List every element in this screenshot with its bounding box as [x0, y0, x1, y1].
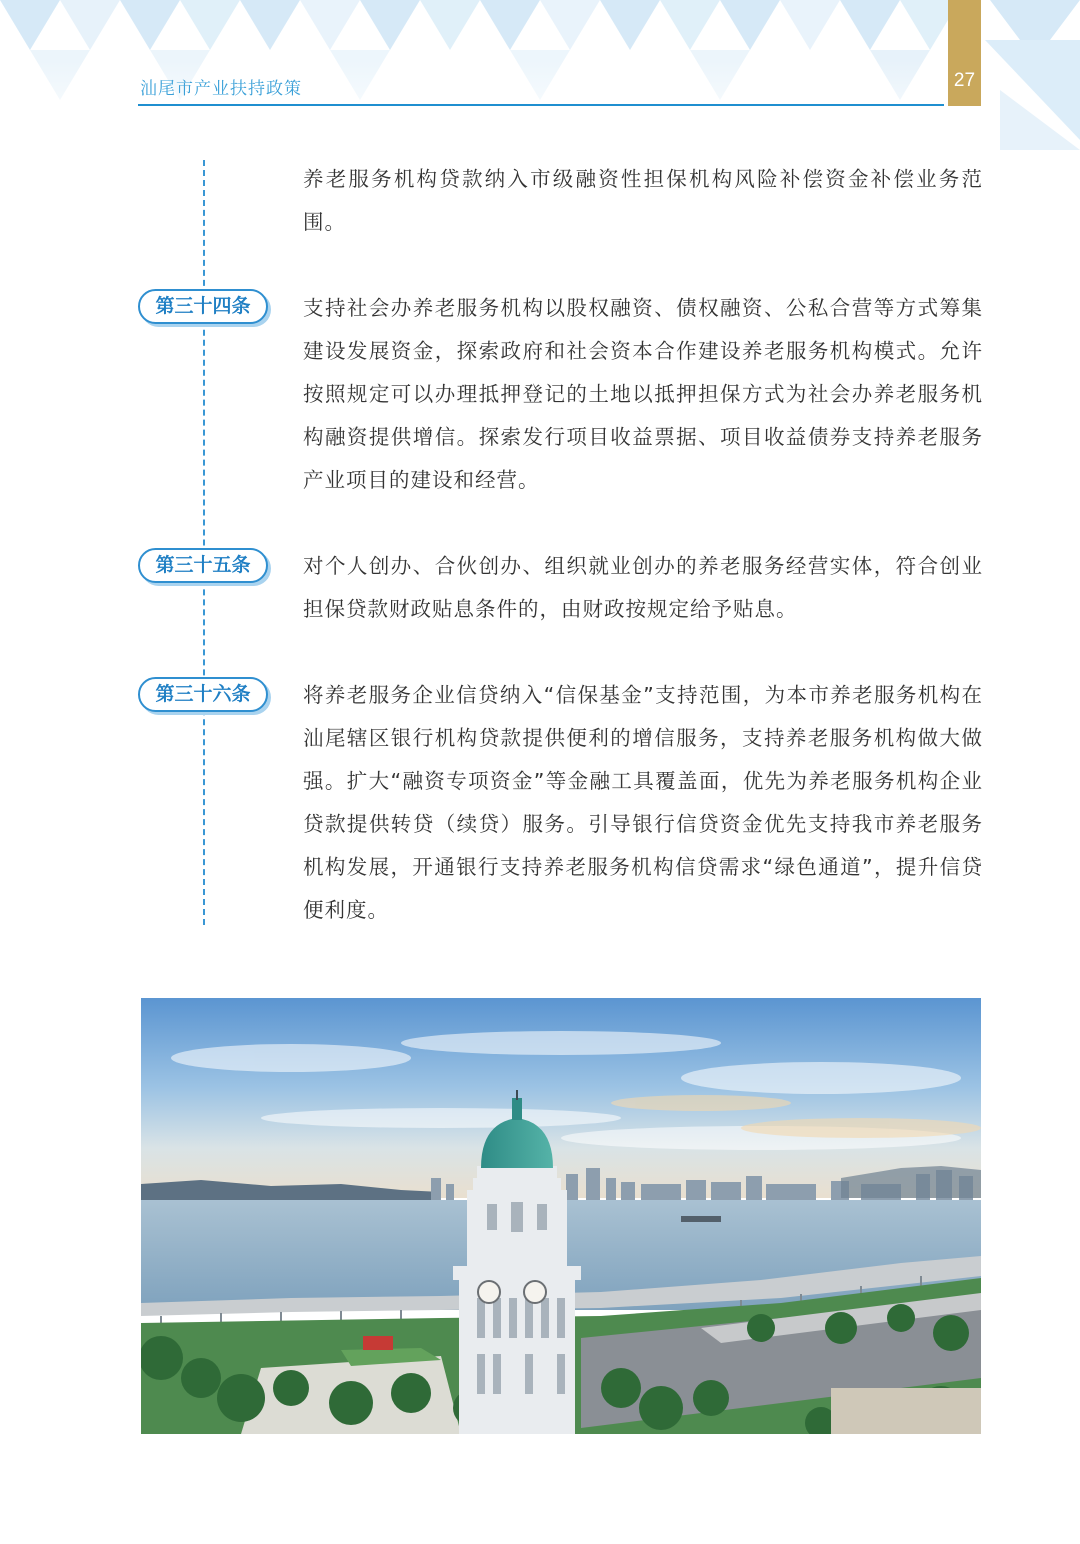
article-badge-34: 第三十四条	[138, 289, 268, 324]
article-36	[303, 674, 983, 932]
header-divider	[138, 104, 944, 106]
article-text: 对个人创办、合伙创办、组织就业创办的养老服务经营实体，符合创业担保贷款财政贴息条件的，由财政按规定给予贴息。	[303, 554, 983, 621]
article-continuation	[303, 158, 983, 244]
article-badge-36: 第三十六条	[138, 677, 268, 712]
article-text: 将养老服务企业信贷纳入“信保基金”支持范围，为本市养老服务机构在汕尾辖区银行机构贷款提供便利的增信服务，支持养老服务机构做大做强。扩大“融资专项资金”等金融工具覆盖面，优先为养老服务机构企业贷款提供转贷（续贷）服务。引导银行信贷资金优先支持我市养老服务机构发展，开通银行支持养老服务机构信贷需求“绿色通道”，提升信贷便利度。	[303, 683, 983, 922]
article-text: 养老服务机构贷款纳入市级融资性担保机构风险补偿资金补偿业务范围。	[303, 167, 983, 234]
page-number: 27	[953, 70, 976, 91]
article-text: 支持社会办养老服务机构以股权融资、债权融资、公私合营等方式筹集建设发展资金，探索政府和社会资本合作建设养老服务机构模式。允许按照规定可以办理抵押登记的土地以抵押担保方式为社会办养老服务机构融资提供增信。探索发行项目收益票据、项目收益债券支持养老服务产业项目的建设和经营。	[303, 296, 983, 492]
article-35	[303, 545, 983, 631]
article-34	[303, 287, 983, 502]
timeline-dashed-line	[203, 160, 205, 925]
article-badge-35: 第三十五条	[138, 548, 268, 583]
city-waterfront-photo	[141, 998, 981, 1434]
page-header	[0, 0, 1080, 150]
publication-title: 汕尾市产业扶持政策	[140, 79, 302, 99]
city-waterfront-clock-tower-icon	[141, 998, 981, 1434]
